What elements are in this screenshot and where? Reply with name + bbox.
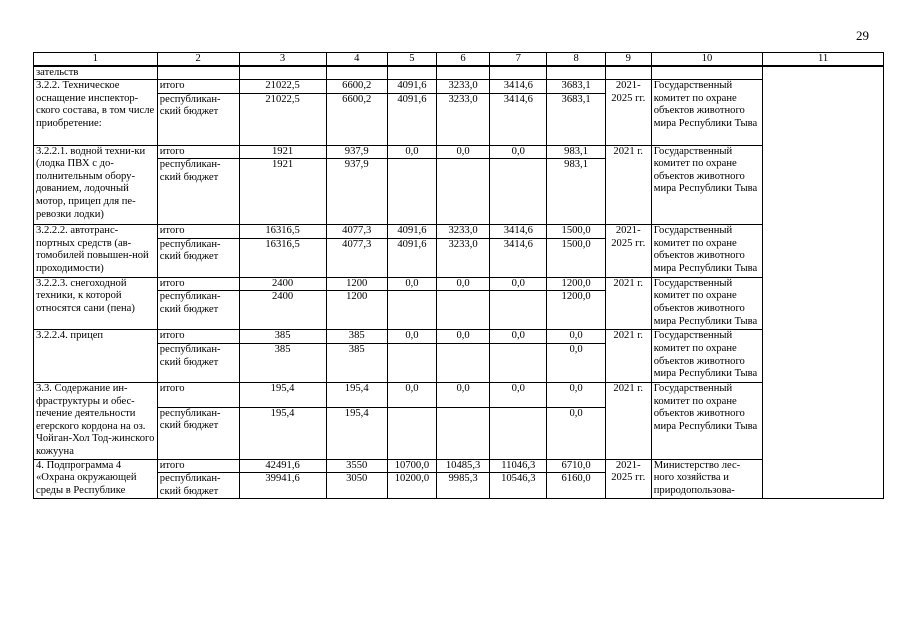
budget-value: 3050 [326,473,387,499]
total-value: 6600,2 [326,80,387,94]
continuation-empty [436,66,489,80]
total-value: 42491,6 [239,459,326,473]
budget-value: 1200 [326,291,387,330]
responsible-executor: Государственный комитет по охране объектов животного мира Республики Тыва [651,277,762,330]
funding-source-label: республикан-ский бюджет [157,343,239,382]
budget-value: 937,9 [326,159,387,225]
total-value: 10700,0 [387,459,436,473]
col-number-11: 11 [763,53,884,67]
budget-value: 9985,3 [436,473,489,499]
budget-value: 385 [326,343,387,382]
total-value: 0,0 [387,330,436,344]
table-row [34,80,884,94]
budget-value: 39941,6 [239,473,326,499]
budget-value: 983,1 [547,159,605,225]
col-number-4: 4 [326,53,387,67]
col-number-6: 6 [436,53,489,67]
col-number-10: 10 [651,53,762,67]
responsible-executor: Государственный комитет по охране объектов животного мира Республики Тыва [651,145,762,225]
total-value: 1200 [326,277,387,291]
total-value: 11046,3 [490,459,547,473]
budget-value [490,407,547,459]
budget-value [436,407,489,459]
total-value: 2400 [239,277,326,291]
item-name: 3.3. Содержание ин-фраструктуры и обес-печение деятельности егерского кордона на оз. Чойган-Хол Тод-жинского кожууна [34,382,158,459]
total-value: 195,4 [239,382,326,407]
total-value: 10485,3 [436,459,489,473]
total-value: 16316,5 [239,225,326,239]
continuation-empty [157,66,239,80]
table-row [34,145,884,159]
page-number: 29 [856,28,869,43]
total-value: 385 [239,330,326,344]
total-value: 3414,6 [490,80,547,94]
budget-value: 0,0 [547,343,605,382]
total-value: 0,0 [490,145,547,159]
column-number-row [34,53,884,67]
continuation-empty [651,66,762,80]
budget-value: 3233,0 [436,93,489,145]
column-11-cell [763,66,884,499]
total-value: 4077,3 [326,225,387,239]
budget-value: 195,4 [326,407,387,459]
budget-value: 10546,3 [490,473,547,499]
item-name: 4. Подпрограмма 4 «Охрана окружающей среды в Республике [34,459,158,499]
budget-value [387,407,436,459]
funding-total-label: итого [157,459,239,473]
budget-value: 6160,0 [547,473,605,499]
budget-value [436,159,489,225]
funding-total-label: итого [157,277,239,291]
total-value: 21022,5 [239,80,326,94]
continuation-text: зательств [34,66,158,80]
total-value: 3233,0 [436,80,489,94]
budget-value: 3414,6 [490,238,547,277]
budget-value [387,159,436,225]
budget-value [387,291,436,330]
budget-value [490,159,547,225]
implementation-period: 2021 г. [605,382,651,459]
table-row [34,225,884,239]
col-number-8: 8 [547,53,605,67]
col-number-3: 3 [239,53,326,67]
total-value: 0,0 [490,277,547,291]
budget-value: 3233,0 [436,238,489,277]
total-value: 0,0 [547,330,605,344]
funding-source-label: республикан-ский бюджет [157,407,239,459]
table-row [34,382,884,407]
funding-source-label: республикан-ский бюджет [157,238,239,277]
total-value: 0,0 [387,277,436,291]
program-table [33,52,884,499]
funding-total-label: итого [157,225,239,239]
total-value: 1500,0 [547,225,605,239]
budget-value: 16316,5 [239,238,326,277]
implementation-period: 2021-2025 гг. [605,80,651,146]
total-value: 0,0 [387,382,436,407]
implementation-period: 2021 г. [605,277,651,330]
budget-value: 10200,0 [387,473,436,499]
responsible-executor: Государственный комитет по охране объектов животного мира Республики Тыва [651,330,762,383]
budget-value: 2400 [239,291,326,330]
funding-total-label: итого [157,330,239,344]
budget-value: 1921 [239,159,326,225]
total-value: 0,0 [490,382,547,407]
continuation-empty [239,66,326,80]
funding-source-label: республикан-ский бюджет [157,159,239,225]
total-value: 385 [326,330,387,344]
budget-value: 21022,5 [239,93,326,145]
total-value: 6710,0 [547,459,605,473]
budget-value [436,291,489,330]
budget-value: 4091,6 [387,93,436,145]
item-name: 3.2.2.2. автотранс-портных средств (ав-томобилей повышен-ной проходимости) [34,225,158,278]
budget-value [490,343,547,382]
total-value: 1921 [239,145,326,159]
total-value: 0,0 [436,330,489,344]
total-value: 0,0 [547,382,605,407]
budget-value: 6600,2 [326,93,387,145]
total-value: 937,9 [326,145,387,159]
budget-value: 0,0 [547,407,605,459]
col-number-7: 7 [490,53,547,67]
budget-value [436,343,489,382]
total-value: 4091,6 [387,225,436,239]
budget-value: 1500,0 [547,238,605,277]
funding-source-label: республикан-ский бюджет [157,473,239,499]
col-number-1: 1 [34,53,158,67]
funding-source-label: республикан-ский бюджет [157,93,239,145]
responsible-executor: Государственный комитет по охране объектов животного мира Республики Тыва [651,80,762,146]
implementation-period: 2021 г. [605,330,651,383]
total-value: 3414,6 [490,225,547,239]
total-value: 983,1 [547,145,605,159]
budget-value: 1200,0 [547,291,605,330]
continuation-empty [326,66,387,80]
total-value: 0,0 [436,277,489,291]
total-value: 1200,0 [547,277,605,291]
total-value: 0,0 [436,145,489,159]
budget-value [387,343,436,382]
continuation-row [34,66,884,80]
total-value: 0,0 [490,330,547,344]
budget-value: 195,4 [239,407,326,459]
responsible-executor: Государственный комитет по охране объектов животного мира Республики Тыва [651,382,762,459]
item-name: 3.2.2.3. снегоходной техники, к которой относятся сани (пена) [34,277,158,330]
total-value: 195,4 [326,382,387,407]
col-number-2: 2 [157,53,239,67]
funding-source-label: республикан-ский бюджет [157,291,239,330]
budget-value: 3414,6 [490,93,547,145]
col-number-5: 5 [387,53,436,67]
responsible-executor: Министерство лес-ного хозяйства и природопользова- [651,459,762,499]
funding-total-label: итого [157,382,239,407]
total-value: 3233,0 [436,225,489,239]
budget-value [490,291,547,330]
budget-value: 4091,6 [387,238,436,277]
item-name: 3.2.2. Техническое оснащение инспектор-ского состава, в том числе приобретение: [34,80,158,146]
funding-total-label: итого [157,80,239,94]
item-name: 3.2.2.1. водной техни-ки (лодка ПВХ с до-полнительным обору-дованием, лодочный мотор, прицеп для пе-ревозки лодки) [34,145,158,225]
continuation-empty [605,66,651,80]
table-row [34,330,884,344]
budget-value: 4077,3 [326,238,387,277]
total-value: 3683,1 [547,80,605,94]
total-value: 4091,6 [387,80,436,94]
continuation-empty [490,66,547,80]
responsible-executor: Государственный комитет по охране объектов животного мира Республики Тыва [651,225,762,278]
total-value: 3550 [326,459,387,473]
item-name: 3.2.2.4. прицеп [34,330,158,383]
col-number-9: 9 [605,53,651,67]
implementation-period: 2021-2025 гг. [605,225,651,278]
budget-value: 3683,1 [547,93,605,145]
continuation-empty [547,66,605,80]
total-value: 0,0 [436,382,489,407]
budget-value: 385 [239,343,326,382]
total-value: 0,0 [387,145,436,159]
table-row [34,459,884,473]
implementation-period: 2021 г. [605,145,651,225]
continuation-empty [387,66,436,80]
implementation-period: 2021-2025 гг. [605,459,651,499]
funding-total-label: итого [157,145,239,159]
table-row [34,277,884,291]
